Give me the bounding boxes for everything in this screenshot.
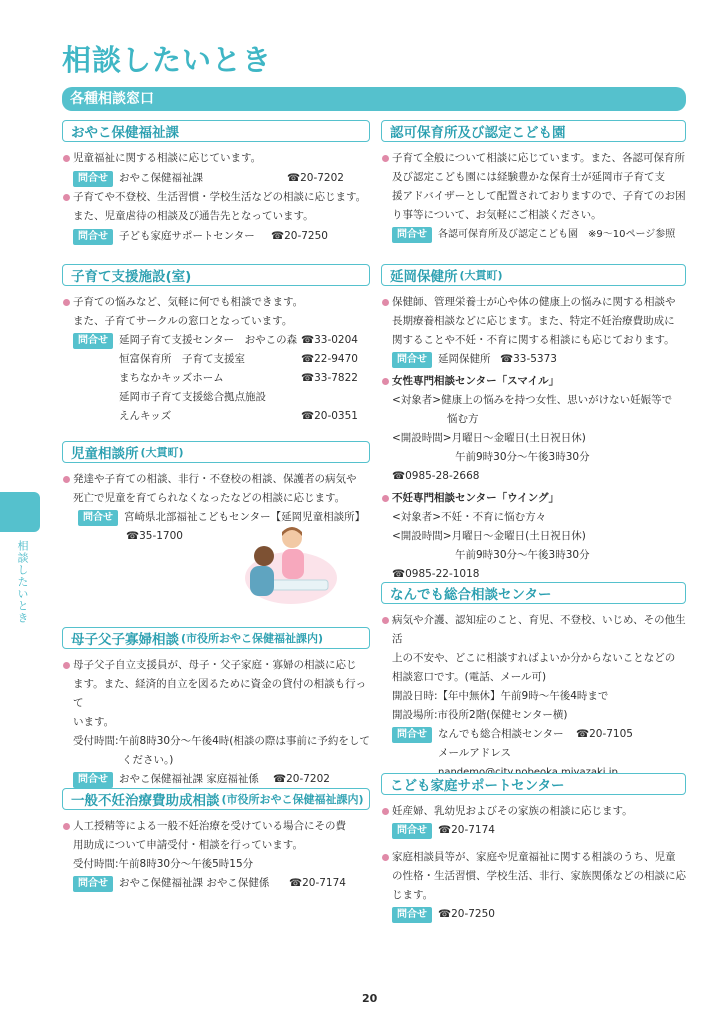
page-number: 20 — [362, 992, 378, 1005]
hoken-heading — [381, 264, 686, 286]
contact-name: 延岡市子育て支援総合拠点施設 — [119, 391, 266, 403]
inquiry-badge: 問合せ — [392, 823, 432, 839]
kosodate-contact-row — [119, 388, 370, 407]
wing-tel: ☎0985-22-1018 — [392, 568, 480, 580]
nandemo-heading — [381, 582, 686, 604]
jido-heading-text: 児童相談所 — [71, 446, 139, 462]
nandemo-days: 開設日時:【年中無休】午前9時～午後4時まで — [392, 690, 609, 702]
contact-name: 延岡保健所 — [438, 353, 491, 365]
contact-name: おやこ保健福祉課 家庭福祉係 — [119, 773, 259, 785]
contact-tel: ☎20-7250 — [438, 908, 495, 920]
hoken-bullet-1: 保健師、管理栄養士が心や体の健康上の悩みに関する相談や — [381, 293, 686, 312]
contact-name: 子ども家庭サポートセンター — [119, 230, 255, 242]
contact-tel: ☎20-7105 — [576, 728, 633, 740]
kosodate-bullet-1b: また、子育てサークルの窓口となっています。 — [73, 315, 293, 327]
jido-tel: ☎35-1700 — [126, 530, 183, 542]
hoken-contact — [381, 350, 686, 369]
wing-hours-b: 午前9時30分～午後3時30分 — [455, 549, 590, 561]
contact-name: 各認可保育所及び認定こども園 ※9～10ページ参照 — [438, 229, 676, 240]
kosodate-bullet-1: 子育ての悩みなど、気軽に何でも相談できます。 — [62, 293, 370, 312]
nandemo-bullet-1: 病気や介護、認知症のこと、育児、不登校、いじめ、その他生活 — [381, 611, 686, 649]
nandemo-bullet-1b: 上の不安や、どこに相談すればよいか分からないことなどの — [392, 652, 676, 664]
nandemo-place: 開設場所:市役所2階(保健センター横) — [392, 709, 568, 721]
section-bar: 各種相談窓口 — [62, 87, 686, 111]
inquiry-badge: 問合せ — [73, 333, 113, 349]
funin-heading-sub: (市役所おやこ保健福祉課内) — [221, 793, 364, 806]
kodomo-bullet-2c: じます。 — [392, 889, 434, 901]
oyako-heading — [62, 120, 370, 142]
inquiry-badge: 問合せ — [73, 876, 113, 892]
boshi-heading-sub: (市役所おやこ保健福祉課内) — [181, 632, 324, 645]
contact-tel: ☎33-7822 — [301, 372, 358, 384]
boshi-bullet-1b: ます。また、経済的自立を図るために資金の貸付の相談も行って — [73, 678, 367, 709]
jido-heading — [62, 441, 370, 463]
contact-name: えんキッズ — [119, 410, 172, 422]
kosodate-contact-row — [119, 407, 370, 426]
contact-name: おやこ保健福祉課 おやこ保健係 — [119, 877, 270, 889]
side-tab — [0, 492, 40, 532]
inquiry-badge: 問合せ — [73, 171, 113, 187]
inquiry-badge: 問合せ — [392, 727, 432, 743]
inquiry-badge: 問合せ — [392, 227, 432, 243]
kosodate-contact-row — [119, 369, 370, 388]
smile-hours: <開設時間>月曜日～金曜日(土日祝日休) — [392, 432, 586, 444]
contact-tel: ☎20-7202 — [287, 172, 344, 184]
inquiry-badge: 問合せ — [392, 352, 432, 368]
contact-tel: ☎33-5373 — [500, 353, 557, 365]
funin-heading — [62, 788, 370, 810]
nandemo-contact-row — [438, 725, 686, 744]
kosodate-heading-text: 子育て支援施設(室) — [71, 269, 192, 285]
contact-name: 宮崎県北部福祉こどもセンター【延岡児童相談所】 — [124, 511, 366, 523]
kodomo-bullet-2: 家庭相談員等が、家庭や児童福祉に関する相談のうち、児童 — [381, 848, 686, 867]
wing-hours: <開設時間>月曜日～金曜日(土日祝日休) — [392, 530, 586, 542]
oyako-section — [62, 120, 370, 246]
oyako-contact-1 — [62, 169, 370, 188]
oyako-heading-text: おやこ保健福祉課 — [71, 125, 179, 141]
funin-heading-text: 一般不妊治療費助成相談 — [71, 793, 220, 809]
boshi-contact — [62, 770, 370, 789]
ninka-heading-text: 認可保育所及び認定こども園 — [390, 125, 566, 141]
smile-title: 女性専門相談センター「スマイル」 — [381, 372, 686, 391]
contact-tel: ☎20-0351 — [301, 410, 358, 422]
boshi-hours-b: ください。) — [122, 754, 174, 766]
hoken-heading-sub: (大貫町) — [459, 269, 503, 282]
nandemo-bullet-1c: 相談窓口です。(電話、メール可) — [392, 671, 547, 683]
kodomo-contact-2 — [381, 905, 686, 924]
contact-tel: ☎20-7250 — [271, 230, 328, 242]
nandemo-mail-label: メールアドレス — [438, 747, 511, 759]
ninka-bullet-1b: 及び認定こども園には経験豊かな保育士が延岡市子育て支 — [392, 171, 665, 183]
kodomo-heading-text: こども家庭サポートセンター — [390, 778, 565, 794]
contact-tel: ☎33-0204 — [301, 334, 358, 346]
contact-name: おやこ保健福祉課 — [119, 172, 203, 184]
page-title: 相談したいとき — [62, 43, 273, 77]
kosodate-section — [62, 264, 370, 426]
oyako-contact-2 — [62, 227, 370, 246]
wing-title: 不妊専門相談センター「ウイング」 — [381, 489, 686, 508]
kosodate-contacts — [62, 331, 370, 426]
smile-tel: ☎0985-28-2668 — [392, 470, 480, 482]
ninka-bullet-1c: 援アドバイザーとして配置されておりますので、子育てのお困 — [392, 190, 686, 202]
boshi-section — [62, 627, 370, 789]
contact-tel: ☎20-7174 — [438, 824, 495, 836]
contact-tel: ☎20-7202 — [273, 773, 330, 785]
jido-bullet-1b: 死亡で児童を育てられなくなったなどの相談に応じます。 — [73, 492, 346, 504]
contact-name: 恒富保育所 子育て支援室 — [119, 353, 245, 365]
contact-tel: ☎22-9470 — [301, 353, 358, 365]
nandemo-section — [381, 582, 686, 782]
side-label: 相談したいとき — [16, 540, 29, 624]
oyako-bullet-2b: また、児童虐待の相談及び通告先となっています。 — [73, 210, 314, 222]
kodomo-heading — [381, 773, 686, 795]
counseling-illustration — [242, 522, 340, 608]
funin-bullet-1b: 用助成について申請受付・相談を行っています。 — [73, 839, 303, 851]
inquiry-badge: 問合せ — [73, 772, 113, 788]
kosodate-heading — [62, 264, 370, 286]
boshi-bullet-1c: います。 — [73, 716, 115, 728]
funin-section — [62, 788, 370, 893]
contact-name: 延岡子育て支援センター おやこの森 — [119, 334, 298, 346]
ninka-bullet-1d: り事等について、お気軽にご相談ください。 — [392, 209, 602, 221]
hoken-bullet-1c: 関することや不妊・不育に関する相談にも応じております。 — [392, 334, 675, 346]
inquiry-badge: 問合せ — [78, 510, 118, 526]
nandemo-heading-text: なんでも総合相談センター — [390, 587, 552, 603]
jido-heading-sub: (大貫町) — [140, 446, 184, 459]
hoken-section — [381, 264, 686, 584]
hoken-heading-text: 延岡保健所 — [390, 269, 458, 285]
oyako-bullet-2: 子育てや不登校、生活習慣・学校生活などの相談に応じます。 — [62, 188, 370, 207]
wing-target: <対象者>不妊・不育に悩む方々 — [392, 511, 547, 523]
boshi-bullet-1: 母子父子自立支援員が、母子・父子家庭・寡婦の相談に応じ — [62, 656, 370, 675]
smile-target-b: 悩む方 — [447, 413, 479, 425]
kodomo-bullet-2b: の性格・生活習慣、学校生活、非行、家族関係などの相談に応 — [392, 870, 686, 882]
jido-bullet-1: 発達や子育ての相談、非行・不登校の相談、保護者の病気や — [62, 470, 370, 489]
smile-target: <対象者>健康上の悩みを持つ女性、思いがけない妊娠等で — [392, 394, 673, 406]
ninka-heading — [381, 120, 686, 142]
ninka-contact — [381, 225, 686, 244]
contact-name: まちなかキッズホーム — [119, 372, 224, 384]
kosodate-contact-row — [119, 350, 370, 369]
boshi-heading-text: 母子父子寡婦相談 — [71, 632, 179, 648]
kodomo-bullet-1: 妊産婦、乳幼児およびその家族の相談に応じます。 — [381, 802, 686, 821]
ninka-bullet-1: 子育て全般について相談に応じています。また、各認可保育所 — [381, 149, 686, 168]
boshi-heading — [62, 627, 370, 649]
kosodate-contact-row — [119, 331, 370, 350]
contact-tel: ☎20-7174 — [289, 877, 346, 889]
inquiry-badge: 問合せ — [392, 907, 432, 923]
smile-hours-b: 午前9時30分～午後3時30分 — [455, 451, 590, 463]
funin-hours: 受付時間:午前8時30分～午後5時15分 — [73, 858, 254, 870]
oyako-bullet-1: 児童福祉に関する相談に応じています。 — [62, 149, 370, 168]
contact-name: なんでも総合相談センター — [438, 728, 564, 740]
kodomo-section — [381, 773, 686, 924]
ninka-section — [381, 120, 686, 244]
boshi-hours: 受付時間:午前8時30分～午後4時(相談の際は事前に予約をして — [73, 735, 370, 747]
funin-contact — [62, 874, 370, 893]
kodomo-contact-1 — [381, 821, 686, 840]
hoken-bullet-1b: 長期療養相談などに応じます。また、特定不妊治療費助成に — [392, 315, 675, 327]
funin-bullet-1: 人工授精等による一般不妊治療を受けている場合にその費 — [62, 817, 370, 836]
inquiry-badge: 問合せ — [73, 229, 113, 245]
